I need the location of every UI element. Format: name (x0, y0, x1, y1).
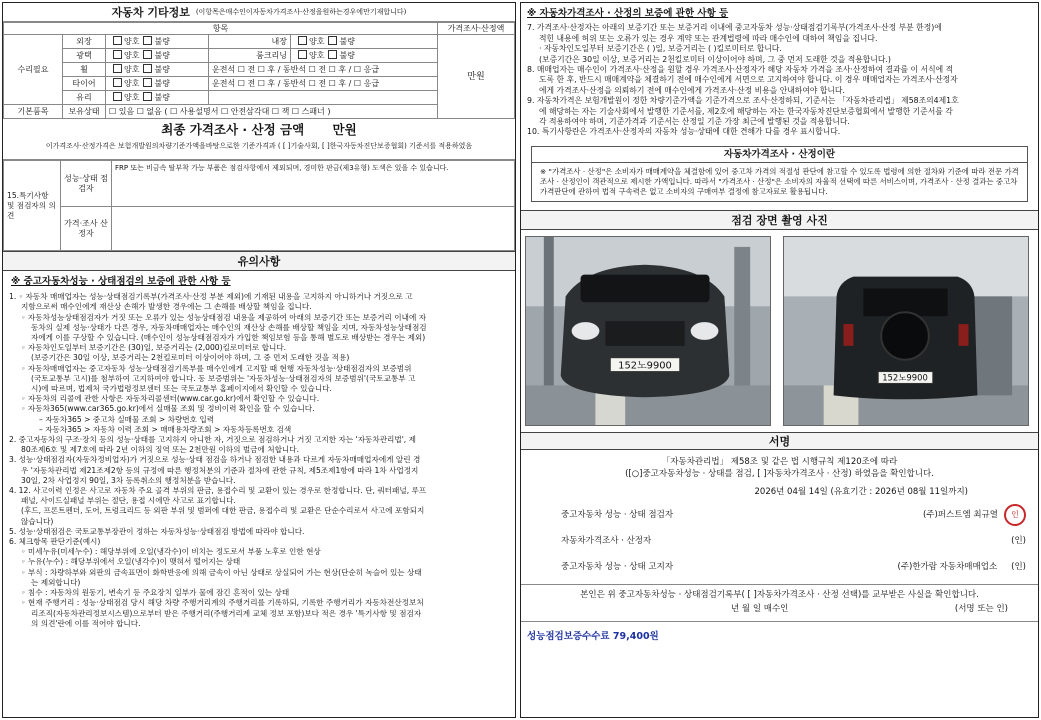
photo-section-title: 점검 장면 촬영 사진 (521, 211, 1038, 230)
seal-mark: (인) (1011, 535, 1026, 546)
final-price-unit: 만원 (332, 122, 357, 137)
notice-line: 시)에 따르며, 법제처 국가법령정보센터 또는 국토교통부 홈페이지에서 확인할 수 있습니다. (31, 384, 332, 394)
repair-needed-label: 수리필요 (4, 35, 63, 105)
special-notes-table (3, 160, 515, 251)
notice-line: 3. 성능·상태점검자(자동차정비업자)가 거짓으로 성능·상태 점검을 하거나 점검한 내용과 다르게 자동차매매업자에게 알린 경 (9, 455, 421, 465)
notice-line: 6. 체크항목 판단기준(예시) (9, 537, 101, 547)
signer-role: 중고자동차 성능 · 상태 점검자 (561, 509, 674, 520)
special-notes-label: 15.특기사항 및 점검자의 의견 (4, 161, 61, 251)
checkbox[interactable] (298, 36, 307, 45)
notice-line: ◦ 자동차의 리콜에 관한 사항은 자동차리콜센터(www.car.go.kr)에서 확인할 수 있습니다. (21, 394, 320, 404)
final-price-block (3, 119, 515, 160)
other-info-note: (이항목은매수인이자동차가격조사·산정을원하는경우에만기재합니다) (195, 8, 407, 16)
part-interior: 내장 (209, 35, 291, 49)
wheel-options: 양호 불량 (106, 63, 209, 77)
notice-line: 5. 성능·상태점검은 국토교통부장관이 정하는 자동차성능·상태점검 방법에 따라야 합니다. (9, 526, 305, 536)
notice-line: ◦ 자동차인도일부터 보증기간은 (30)일, 보증거리는 (2,000)킬로미터로 합니다. (21, 343, 287, 353)
red-seal-icon: 인 (1004, 504, 1026, 526)
performance-notice (3, 271, 515, 633)
price-notice-line: 적힌 내용에 허위 또는 오류가 있는 경우 계약 또는 관계법령에 따라 매수인에 대하여 책임을 집니다. (539, 33, 878, 43)
part-wheel: 휠 (63, 63, 106, 77)
price-value: 만원 (438, 35, 515, 119)
receipt-block (521, 584, 1038, 615)
price-notice-line: 도록 한 후, 반드시 매매계약을 체결하기 전에 매수인에게 서면으로 고지하여야 합니다. 이 경우 매매업자는 가격조사·산정자 (539, 75, 958, 85)
signer-role: 자동차가격조사 · 산정자 (561, 535, 652, 546)
basic-items-values: ☐ 있음 ☐ 없음 ( ☐ 사용설명서 ☐ 안전삼각대 ☐ 잭 ☐ 스패너 ) (106, 105, 438, 119)
signature-row-notifier (521, 554, 1038, 580)
price-notice-line: 에 해당하는 자는 기술사회에서 발행한 기준서를, 제2호에 해당하는 자는 한국자동차진단보증협회에서 발행한 기준서를 각 (539, 106, 953, 116)
notice-line: 의 의견'란에 이를 적어야 합니다. (31, 618, 141, 628)
signature-section (521, 432, 1038, 648)
price-notice-line: (보증기간은 30일 이상, 보증거리는 2천킬로미터 이상이어야 하며, 그 중 먼저 도래한 것을 적용합니다.) (539, 54, 891, 64)
part-exterior: 외장 (63, 35, 106, 49)
part-room-cleaning: 룸크리닝 (209, 49, 291, 63)
notice-line: (후드, 프론트펜더, 도어, 트렁크리드 등 외판 부위 및 범퍼에 대한 판금, 용접수리 및 교환은 단순수리로서 사고에 포함되지 (21, 506, 425, 516)
front-plate-text: 152노9900 (618, 360, 672, 372)
notice-line: 지함으로써 매수인에게 재산상 손해가 발생한 경우에는 그 손해를 배상할 책임을 집니다. (21, 302, 312, 312)
notice-line: 동차의 실제 성능·상태가 다른 경우, 자동차매매업자는 매수인의 재산상 손해를 배상할 책임을 지며, 자동차성능상태점검 (31, 322, 427, 332)
notice-line: ◦ 현재 주행거리 : 성능·상태점검 당시 해당 차량 주행거리계의 주행거리를 기록하되, 기록한 주행거리가 자동차전산정보처 (21, 598, 424, 608)
blank-cell (209, 91, 438, 105)
price-notice-title: ※ 자동차가격조사 · 산정의 보증에 관한 사항 등 (527, 8, 729, 19)
notice-line: (국토교통부 고시)를 첨부하여 고지하여야 합니다. 동 보증범위는 '자동차성능·상태점검자의 보증범위'(국토교통부 고 (31, 373, 416, 383)
price-notice-line: · 자동차인도일부터 보증기간은 ( )일, 보증거리는 ( )킬로미터로 합니다. (539, 44, 782, 54)
price-assessor-opinion-text (112, 207, 515, 251)
notice-line: – 자동차365 > 중고차 실매물 조회 > 차량번호 입력 (39, 414, 215, 424)
signature-confirm-line: ([○]중고자동차성능 · 상태를 점검, [ ]자동차가격조사 · 산정) 하였음을 확인합니다. (625, 468, 934, 479)
photo-row (521, 230, 1038, 432)
exterior-options: 양호 불량 (106, 35, 209, 49)
price-definition-title: 자동차가격조사 · 산정이란 (532, 147, 1027, 163)
price-notice (521, 3, 1038, 140)
notice-line: 4. 12. 사고이력 인정은 사고로 자동차 주요 골격 부위의 판금, 용접수리 및 교환이 있는 경우로 한정합니다. 단, 쿼터패널, 루프 (9, 486, 427, 496)
checkbox[interactable] (113, 36, 122, 45)
wheel-position: 운전석 ☐ 전 ☐ 후 / 동반석 ☐ 전 ☐ 후 / ☐ 응급 (209, 63, 438, 77)
receipt-sign: (서명 또는 인) (954, 603, 1008, 614)
interior-options: 양호 불량 (291, 35, 438, 49)
vehicle-rear-photo (783, 236, 1029, 426)
price-notice-line: 8. 매매업자는 매수인이 가격조사·산정을 원할 경우 가격조사·산정자가 해당 자동차 가격을 조사·산정하여 결과를 이 서식에 적 (527, 65, 954, 75)
notice-line: ◦ 부식 : 차량하부와 외판의 금속표면이 화학반응에 의해 금속이 아닌 상태로 상실되어 가는 현상(단순히 녹슬어 있는 상태 (21, 567, 422, 577)
price-notice-line: 9. 자동차가격은 보험개발원이 정한 차량기준가액을 기준가격으로 조사·산정하되, 기준서는 「자동차관리법」 제58조의4제1호 (527, 96, 959, 106)
signer-name: (주)한가람 자동차매매업소 (897, 561, 998, 572)
signature-date: 2026년 04월 14일 (유효기간 : 2026년 08월 11일까지) (754, 486, 968, 497)
checkbox[interactable] (113, 92, 122, 101)
price-definition-text: ※ "가격조사 · 산정"은 소비자가 매매계약을 체결함에 있어 중고차 가격의 적절성 판단에 참고할 수 있도록 법령에 의한 절차와 기준에 따라 전문 가격조사 · 산정인이 객관적으로 제시한 가액입니다. 따라서 "가격조사 · 산정"은 소비자의 자율적 선택에 따른 서비스이며, 가격조사 · 산정 결과는 중고차 가격판단에 관하여 법적 구속력은 없고 소비자의 구매여부 결정에 참고자료로 활용됩니다. (540, 166, 1019, 196)
checkbox[interactable] (328, 50, 337, 59)
performance-notice-title: ※ 중고자동차성능 · 상태점검의 보증에 관한 사항 등 (11, 276, 231, 287)
notice-line: 는 제외합니다) (31, 577, 81, 587)
notice-line: ◦ 누유(누수) : 해당부위에서 오일(냉각수)이 맺혀서 떨어지는 상태 (21, 557, 241, 567)
notice-line: ◦ 미세누유(미세누수) : 해당부위에 오일(냉각수)이 비치는 정도로서 부품 노후로 인한 현상 (21, 547, 321, 557)
signature-title: 서명 (521, 433, 1038, 450)
notice-line: 80조제6호 및 제7호에 따라 2년 이하의 징역 또는 2천만원 이하의 벌금에 처합니다. (21, 445, 300, 455)
notice-line: ◦ 자동차매매업자는 중고자동차 성능·상태점검기록부를 매수인에게 고지할 때 현행 자동차성능·상태점검자의 보증범위 (21, 363, 412, 373)
caution-title: 유의사항 (3, 251, 515, 271)
rear-plate-text: 152노9900 (882, 372, 928, 383)
vehicle-front-photo (525, 236, 771, 426)
checkbox[interactable] (113, 78, 122, 87)
receipt-text: 본인은 위 중고자동차성능 · 상태점검기록부( [ ]자동차가격조사 · 산정 선택)를 교부받은 사실을 확인합니다. (580, 589, 979, 600)
basic-items-label: 기본품목 (4, 105, 63, 119)
notice-line: ◦ 자동차365(www.car365.go.kr)에서 실매물 조회 및 정비이력 확인을 할 수 있습니다. (21, 404, 315, 414)
signer-name: (주)퍼스트엠 최규열 (922, 509, 998, 520)
final-price-note: 이가격조사·산정가격은 보험개발원의차량기준가액을바탕으로한 기준가격과 ( [ ]기술사회, [ ]한국자동차진단보증협회) 기준서를 적용하였음 (45, 142, 473, 150)
checkbox[interactable] (143, 78, 152, 87)
price-notice-line: 10. 특기사항란은 가격조사·산정자의 자동차 성능·상태에 대한 견해가 다를 경우 표시합니다. (527, 127, 841, 137)
notice-line: – 자동차365 > 자동차 이력 조회 > 매매용차량조회 > 자동차등록번호 검색 (39, 424, 292, 434)
signer-role: 중고자동차 성능 · 상태 고지자 (561, 561, 674, 572)
notice-line: 자에게 이를 구상할 수 있습니다. (매수인이 성능상태점검자가 가입한 책임보험 등을 통해 별도로 배상받는 경우는 제외) (31, 333, 426, 343)
notice-line: 우 '자동차관리법 제21조제2항 등의 규정에 따른 행정처분의 기준과 절차에 관한 규칙, 제5조제1항에 따라 1차 사업정지 (21, 465, 419, 475)
glass-options: 양호 불량 (106, 91, 209, 105)
tire-options: 양호 불량 (106, 77, 209, 91)
price-assessor-opinion-label: 가격·조사 산정자 (61, 207, 112, 251)
part-tire: 타이어 (63, 77, 106, 91)
signature-law-line: 「자동차관리법」 제58조 및 같은 법 시행규칙 제120조에 따라 (661, 456, 898, 467)
checkbox[interactable] (113, 50, 122, 59)
checkbox[interactable] (113, 64, 122, 73)
inspector-opinion-text: FRP 또는 비금속 탈부착 가능 부품은 점검사항에서 제외되며, 경미한 판금(제3유형) 도색은 있을 수 있습니다. (112, 161, 515, 207)
seal-mark: (인) (1011, 561, 1026, 572)
inspection-fee: 성능점검보증수수료 79,400원 (521, 621, 1038, 648)
tire-position: 운전석 ☐ 전 ☐ 후 / 동반석 ☐ 전 ☐ 후 / ☐ 응급 (209, 77, 438, 91)
notice-line: 2. 중고자동차의 구조·장치 등의 성능·상태를 고지하지 아니한 자, 거짓으로 점검하거나 거짓 고지한 자는 '자동차관리법', 제 (9, 435, 416, 445)
notice-line: 리조직(자동차관리정보시스템)으로부터 받은 주행거리(주행거리계 교체 정보 포함)보다 적은 경우 '특기사항 및 점검자 (31, 608, 422, 618)
price-notice-line: 7. 가격조사·산정자는 아래의 보증기간 또는 보증거리 이내에 중고자동차 성능·상태점검기록부(가격조사·산정 부분 한정)에 (527, 23, 942, 33)
receipt-date-line (521, 601, 1038, 615)
left-column (2, 2, 516, 718)
gloss-options: 양호 불량 (106, 49, 209, 63)
notice-line: ◦ 자동차성능상태점검자가 거짓 또는 오류가 있는 성능상태점검 내용을 제공하여 아래의 보증기간 또는 보증거리 이내에 자 (21, 312, 427, 322)
price-definition-box (531, 146, 1028, 202)
checkbox[interactable] (143, 36, 152, 45)
inspector-opinion-label: 성능·상태 점검자 (61, 161, 112, 207)
final-price-line (3, 119, 515, 141)
signature-row-assessor (521, 528, 1038, 554)
checkbox[interactable] (298, 50, 307, 59)
notice-line: 1. ◦ 자동차 매매업자는 성능·상태점검기록부(가격조사·산정 부분 제외)에 기재된 내용을 고지하지 아니하거나 거짓으로 고 (9, 292, 413, 302)
signature-row-inspector (521, 502, 1038, 528)
checkbox[interactable] (143, 92, 152, 101)
notice-line: 30일, 2차 사업정지 90일, 3차 등록취소의 행정처분을 받습니다. (21, 475, 236, 485)
notice-line: 않습니다) (21, 516, 54, 526)
price-header: 가격조사·산정액 (438, 23, 515, 35)
item-header: 항목 (4, 23, 438, 35)
checkbox[interactable] (143, 64, 152, 73)
notice-line: ◦ 침수 : 자동차의 원동기, 변속기 등 주요장치 일부가 물에 잠긴 흔적이 있는 상태 (21, 588, 290, 598)
receipt-date: 년 월 일 매수인 (731, 603, 789, 614)
room-cleaning-options: 양호 불량 (291, 49, 438, 63)
notice-line: (보증기간은 30일 이상, 보증거리는 2천킬로미터 이상이어야 하며, 그 중 먼저 도래한 것을 적용) (31, 353, 350, 363)
price-notice-line: 각 적용하여야 하며, 기준가격과 기준서는 산정일 기준 가장 최근에 발행된 것을 적용합니다. (539, 117, 850, 127)
notice-line: 패널, 사이드실패널 부위는 절단, 용접 시에만 사고로 표기합니다. (21, 496, 236, 506)
part-gloss: 광택 (63, 49, 106, 63)
part-glass: 유리 (63, 91, 106, 105)
other-info-title: 자동차 기타정보 (111, 6, 190, 19)
basic-items-sub: 보유상태 (63, 105, 106, 119)
price-notice-line: 에게 가격조사·산정을 의뢰하기 전에 매수인에게 가격조사·산정 비용을 안내하여야 합니다. (539, 85, 845, 95)
final-price-label: 최종 가격조사 · 산정 금액 (161, 122, 305, 137)
checkbox[interactable] (143, 50, 152, 59)
other-info-table (3, 22, 515, 119)
other-info-header (3, 3, 515, 22)
checkbox[interactable] (328, 36, 337, 45)
right-column (520, 2, 1039, 718)
